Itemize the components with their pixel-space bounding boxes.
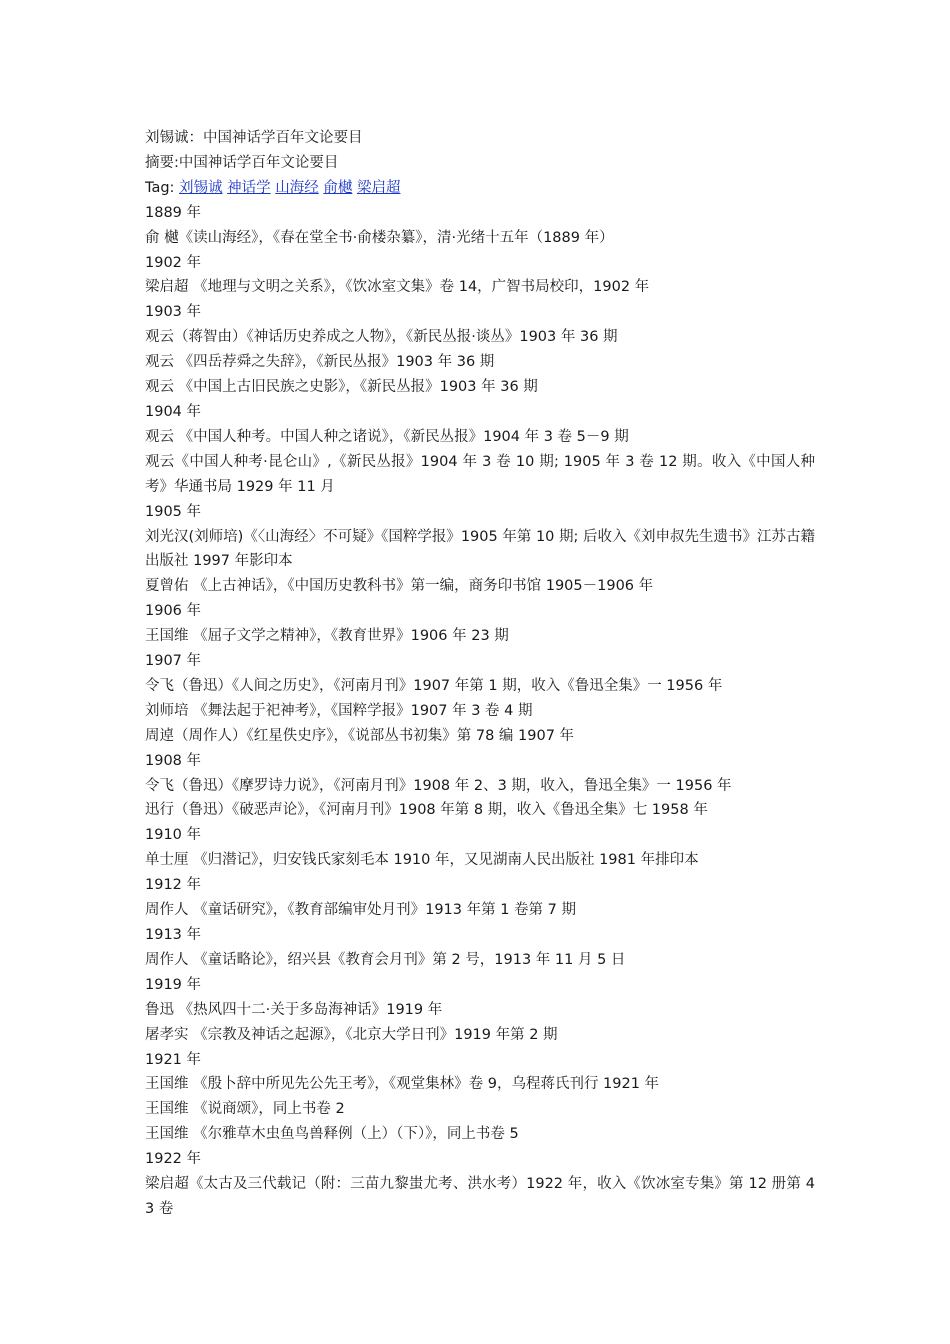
bibliography-entry: 王国维 《殷卜辞中所见先公先王考》，《观堂集林》卷 9，乌程蒋氏刊行 1921 年	[145, 1076, 660, 1093]
bibliography-entry: 刘光汉(刘师培)《〈山海经〉不可疑》《国粹学报》1905 年第 10 期; 后收入《刘申叔先生遗书》江苏古籍出版社 1997 年影印本	[145, 528, 815, 570]
bibliography-entry: 令飞（鲁迅）《人间之历史》，《河南月刊》1907 年第 1 期，收入《鲁迅全集》一 1956 年	[145, 677, 723, 694]
bibliography-entry: 迅行（鲁迅）《破恶声论》，《河南月刊》1908 年第 8 期，收入《鲁迅全集》七 1958 年	[145, 802, 708, 819]
tag-link-liuxicheng[interactable]: 刘锡诚	[179, 179, 223, 196]
year-heading: 1889 年	[145, 204, 202, 221]
year-heading: 1912 年	[145, 877, 202, 894]
bibliography-entry: 夏曾佑 《上古神话》，《中国历史教科书》第一编，商务印书馆 1905－1906 年	[145, 578, 654, 595]
year-heading: 1906 年	[145, 603, 202, 620]
bibliography-entry: 王国维 《说商颂》，同上书卷 2	[145, 1101, 345, 1118]
bibliography-entry: 梁启超《太古及三代载记（附：三苗九黎蚩尤考、洪水考）1922 年，收入《饮冰室专集》第 12 册第 43 卷	[145, 1176, 815, 1217]
bibliography-entry: 令飞（鲁迅）《摩罗诗力说》，《河南月刊》1908 年 2、3 期，收入，鲁迅全集》一 1956 年	[145, 777, 732, 794]
document-title: 刘锡诚：中国神话学百年文论要目	[145, 130, 363, 146]
document-abstract: 摘要:中国神话学百年文论要目	[145, 154, 339, 171]
year-heading: 1919 年	[145, 976, 202, 993]
tag-link-shanhaijing[interactable]: 山海经	[275, 179, 319, 196]
bibliography-entry: 观云《中国人种考·昆仑山》,《新民丛报》1904 年 3 卷 10 期; 1905 年 3 卷 12 期。收入《中国人种考》华通书局 1929 年 11 月	[145, 453, 815, 495]
tag-label: Tag:	[145, 179, 180, 196]
bibliography-entry: 王国维 《尔雅草木虫鱼鸟兽释例（上）（下）》，同上书卷 5	[145, 1126, 519, 1143]
bibliography-entry: 观云（蒋智由）《神话历史养成之人物》，《新民丛报·谈丛》1903 年 36 期	[145, 329, 618, 346]
bibliography-entry: 单士厘 《归潜记》，归安钱氏家刻毛本 1910 年，又见湖南人民出版社 1981 年排印本	[145, 852, 699, 869]
year-heading: 1913 年	[145, 927, 202, 943]
tag-link-shenhuaxue[interactable]: 神话学	[227, 179, 271, 196]
document-body	[145, 126, 815, 1222]
bibliography-entry: 周作人 《童话研究》，《教育部编审处月刊》1913 年第 1 卷第 7 期	[145, 902, 577, 919]
bibliography-entry: 鲁迅 《热风四十二·关于多岛海神话》1919 年	[145, 1001, 443, 1018]
bibliography-entry: 刘师培 《舞法起于祀神考》，《国粹学报》1907 年 3 卷 4 期	[145, 702, 533, 719]
bibliography-entry: 屠孝实 《宗教及神话之起源》，《北京大学日刊》1919 年第 2 期	[145, 1026, 558, 1043]
year-heading: 1903 年	[145, 304, 202, 321]
tag-line	[145, 176, 815, 201]
bibliography-entry: 梁启超 《地理与文明之关系》，《饮冰室文集》卷 14，广智书局校印，1902 年	[145, 279, 650, 296]
year-heading: 1905 年	[145, 503, 202, 520]
bibliography-entry: 俞 樾《读山海经》，《春在堂全书·俞楼杂纂》，清·光绪十五年（1889 年）	[145, 229, 614, 246]
tag-link-yuyue[interactable]: 俞樾	[323, 179, 353, 196]
year-heading: 1904 年	[145, 403, 202, 420]
year-heading: 1910 年	[145, 827, 202, 844]
tag-link-liangqichao[interactable]: 梁启超	[356, 179, 401, 196]
bibliography-entry: 周逴（周作人）《红星佚史序》，《说部丛书初集》第 78 编 1907 年	[145, 727, 575, 744]
year-heading: 1902 年	[145, 254, 202, 271]
bibliography-entry: 观云 《中国上古旧民族之史影》，《新民丛报》1903 年 36 期	[145, 379, 538, 396]
year-heading: 1908 年	[145, 752, 202, 769]
year-heading: 1921 年	[145, 1051, 202, 1068]
bibliography-entry: 王国维 《屈子文学之精神》，《教育世界》1906 年 23 期	[145, 628, 509, 645]
entry-list	[145, 201, 815, 1222]
bibliography-entry: 观云 《四岳荐舜之失辞》，《新民丛报》1903 年 36 期	[145, 354, 495, 371]
year-heading: 1907 年	[145, 653, 202, 670]
bibliography-entry: 周作人 《童话略论》，绍兴县《教育会月刊》第 2 号，1913 年 11 月 5 日	[145, 951, 626, 968]
year-heading: 1922 年	[145, 1151, 202, 1168]
bibliography-entry: 观云 《中国人种考。中国人种之诸说》，《新民丛报》1904 年 3 卷 5－9 期	[145, 428, 629, 445]
